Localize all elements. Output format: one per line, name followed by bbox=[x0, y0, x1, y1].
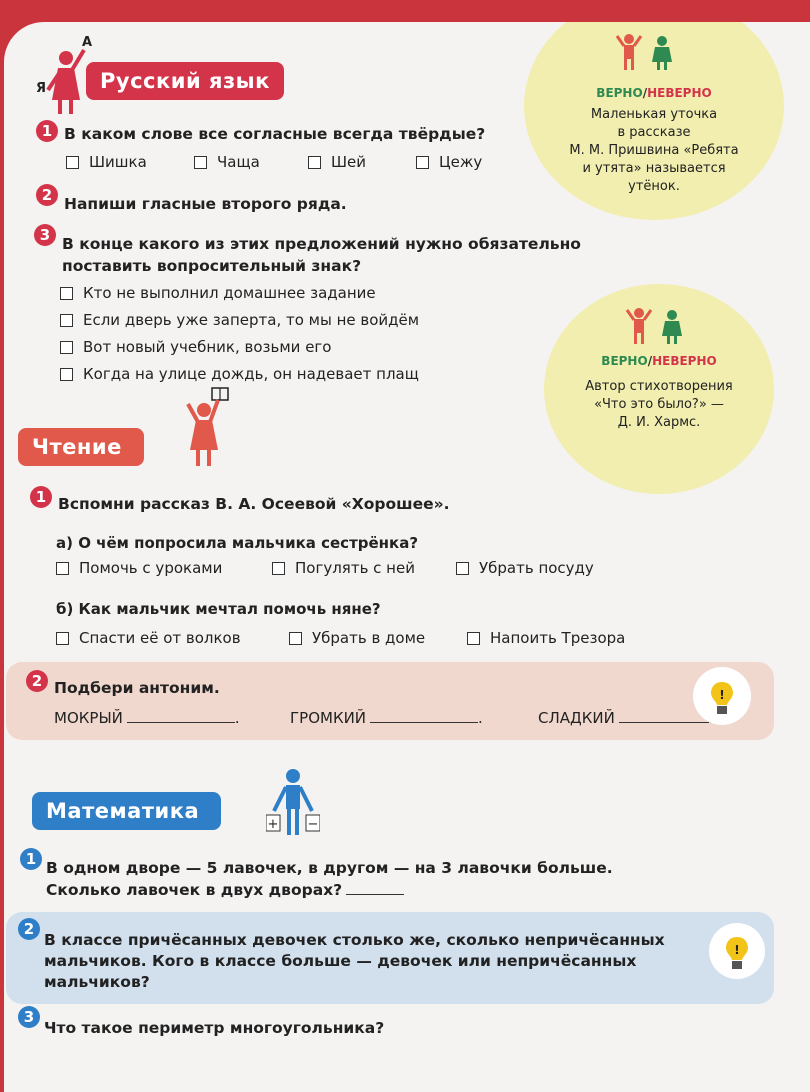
girl-book-figure-icon bbox=[182, 384, 232, 472]
question-text-line2: поставить вопросительный знак? bbox=[62, 257, 362, 275]
bubble-statement: Маленькая уточка в рассказе М. М. Пришвина «Ребята и утята» называется утёнок. bbox=[569, 107, 739, 194]
subquestion-a: а) О чём попросила мальчика сестрёнка? bbox=[56, 534, 419, 552]
question-number: 2 bbox=[36, 184, 58, 206]
question-text-line1: В конце какого из этих предложений нужно обязательно bbox=[62, 235, 581, 253]
question-text: Подбери антоним. bbox=[54, 679, 220, 697]
svg-text:!: ! bbox=[734, 943, 740, 957]
question-number: 2 bbox=[26, 670, 48, 692]
question-text: Напиши гласные второго ряда. bbox=[64, 195, 347, 213]
option-checkbox[interactable]: Шишка bbox=[66, 153, 147, 171]
question-text: Что такое периметр многоугольника? bbox=[44, 1019, 385, 1037]
question-number: 1 bbox=[36, 120, 58, 142]
option-checkbox[interactable]: Помочь с уроками bbox=[56, 559, 222, 577]
true-false-bubble bbox=[524, 22, 784, 220]
antonym-task-band bbox=[6, 662, 774, 740]
question-number: 1 bbox=[30, 486, 52, 508]
bubble-statement: Автор стихотворения «Что это было?» — Д. И. Хармс. bbox=[585, 379, 733, 430]
option-checkbox[interactable]: Когда на улице дождь, он надевает плащ bbox=[60, 365, 419, 383]
section-title-math: Математика bbox=[32, 792, 221, 830]
subquestion-b: б) Как мальчик мечтал помочь няне? bbox=[56, 600, 381, 618]
antonym-word-input[interactable]: МОКРЫЙ . bbox=[54, 709, 240, 727]
question-number: 2 bbox=[18, 918, 40, 940]
question-text-line1: В классе причёсанных девочек столько же, сколько непричёсанных bbox=[44, 931, 665, 949]
true-false-label: ВЕРНО/НЕВЕРНО bbox=[596, 86, 712, 100]
question-number: 1 bbox=[20, 848, 42, 870]
option-checkbox[interactable]: Погулять с ней bbox=[272, 559, 415, 577]
true-false-figures-icon bbox=[624, 306, 694, 346]
question-text: В каком слове все согласные всегда твёрдые? bbox=[64, 125, 486, 143]
true-false-bubble bbox=[544, 284, 774, 494]
letter-ya: Я bbox=[36, 81, 47, 96]
question-number: 3 bbox=[34, 224, 56, 246]
option-checkbox[interactable]: Вот новый учебник, возьми его bbox=[60, 338, 331, 356]
option-checkbox[interactable]: Спасти её от волков bbox=[56, 629, 241, 647]
question-number: 3 bbox=[18, 1006, 40, 1028]
section-title-reading: Чтение bbox=[18, 428, 144, 466]
workbook-page bbox=[4, 22, 810, 1092]
option-checkbox[interactable]: Убрать в доме bbox=[289, 629, 425, 647]
lightbulb-hard-question-icon bbox=[692, 666, 752, 726]
option-checkbox[interactable]: Шей bbox=[308, 153, 366, 171]
question-text: Вспомни рассказ В. А. Осеевой «Хорошее». bbox=[58, 495, 450, 513]
person-plus-minus-figure-icon bbox=[266, 767, 320, 843]
question-text-line2: мальчиков. Кого в классе больше — девочек или непричёсанных bbox=[44, 952, 637, 970]
antonym-word-input[interactable]: СЛАДКИЙ bbox=[538, 709, 714, 727]
option-checkbox[interactable]: Цежу bbox=[416, 153, 482, 171]
option-checkbox[interactable]: Убрать посуду bbox=[456, 559, 594, 577]
option-checkbox[interactable]: Напоить Трезора bbox=[467, 629, 625, 647]
question-text-line1: В одном дворе — 5 лавочек, в другом — на 3 лавочки больше. bbox=[46, 859, 613, 877]
option-checkbox[interactable]: Чаща bbox=[194, 153, 260, 171]
svg-text:!: ! bbox=[719, 688, 725, 702]
option-checkbox[interactable]: Кто не выполнил домашнее задание bbox=[60, 284, 376, 302]
antonym-word-input[interactable]: ГРОМКИЙ . bbox=[290, 709, 483, 727]
plus-sign: + bbox=[267, 817, 279, 832]
question-text-line3: мальчиков? bbox=[44, 973, 150, 991]
true-false-figures-icon bbox=[614, 32, 684, 72]
minus-sign: − bbox=[307, 817, 319, 832]
lightbulb-hard-question-icon bbox=[708, 922, 766, 980]
true-false-label: ВЕРНО/НЕВЕРНО bbox=[601, 354, 717, 368]
question-text-line2[interactable]: Сколько лавочек в двух дворах? bbox=[46, 880, 404, 901]
section-title-russian: Русский язык bbox=[86, 62, 284, 100]
letter-a: А bbox=[82, 35, 93, 50]
option-checkbox[interactable]: Если дверь уже заперта, то мы не войдём bbox=[60, 311, 419, 329]
